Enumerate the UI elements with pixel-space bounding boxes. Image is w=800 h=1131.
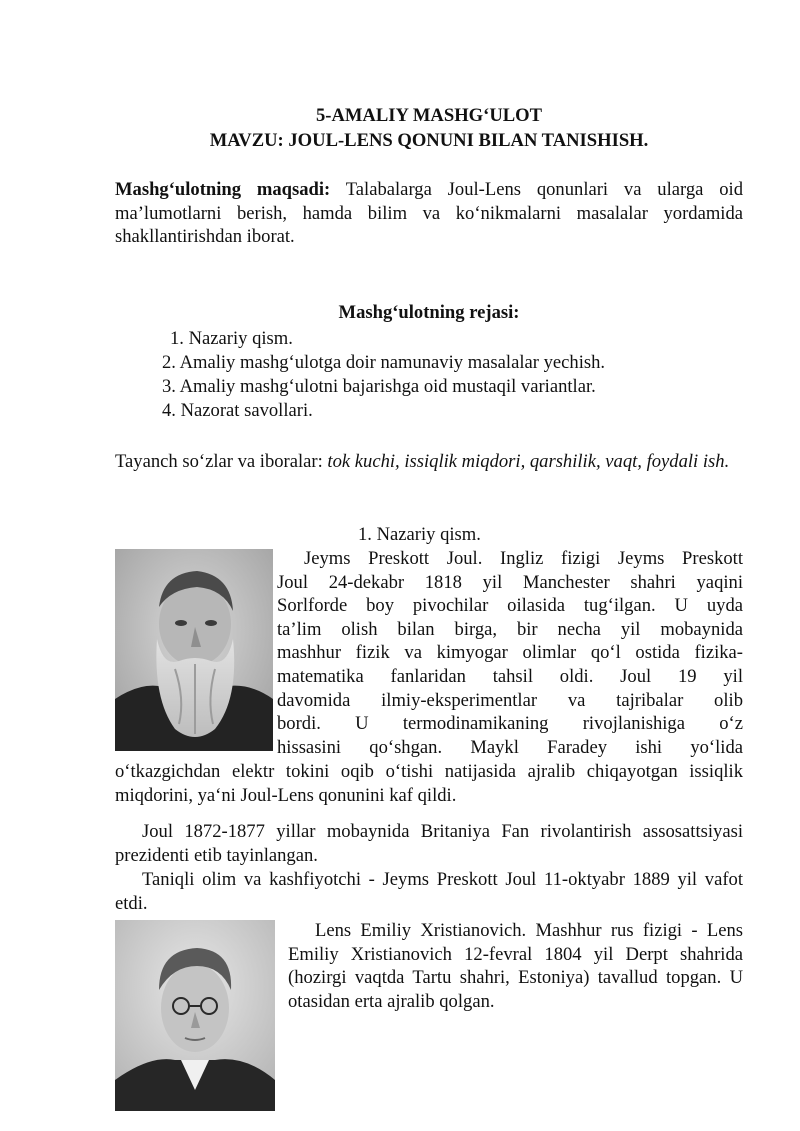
joule-presidency-paragraph: Joul 1872-1877 yillar mobaynida Britaniya Fan rivolantirish assosattsiyasi prezidenti etib tayinlangan. (115, 821, 743, 866)
joule-line-9: hissasini qo‘shgan. Maykl Faradey ishi yo‘lida (277, 736, 743, 758)
goal-text: Talabalarga Joul-Lens qonunlari va ularga oid ma’lumotlarni berish, hamda bilim va ko‘nikmalarni masalalar yordamida shakllantirishdan iborat. (115, 179, 744, 248)
lenz-bio-paragraph: Lens Emiliy Xristianovich. Mashhur rus fizigi - Lens Emiliy Xristianovich 12-fevral 1804 yil Derpt shahrida (hozirgi vaqtda Tartu shahri, Estoniya) tavallud topgan. U otasidan erta ajralib qolgan. (288, 920, 743, 1012)
goal-paragraph (115, 178, 743, 249)
goal-label: Mashg‘ulotning maqsadi: (115, 179, 331, 200)
joule-line-3: Sorlforde boy pivochilar oilasida tug‘ilgan. U uyda (277, 595, 743, 617)
joule-line-2: Joul 24-dekabr 1818 yil Manchester shahri yaqini (277, 571, 743, 593)
topic-title: MAVZU: JOUL-LENS QONUNI BILAN TANISHISH. (209, 130, 649, 151)
lenz-portrait (115, 920, 275, 1111)
keywords-label: Tayanch so‘zlar va iboralar: (115, 451, 328, 472)
joule-line-8: bordi. U termodinamikaning rivojlanishiga o‘z (277, 713, 743, 735)
plan-title: Mashg‘ulotning rejasi: (338, 302, 520, 323)
joule-line-5: mashhur fizik va kimyogar olimlar qo‘l ostida fizika- (277, 642, 743, 664)
practice-number-title: 5-AMALIY MASHG‘ULOT (315, 105, 543, 126)
section-title: 1. Nazariy qism. (358, 524, 481, 545)
plan-item-1: 1. Nazariy qism. (170, 328, 293, 349)
keywords-paragraph (115, 450, 743, 474)
lenz-portrait-image (115, 920, 275, 1111)
joule-line-1: Jeyms Preskott Joul. Ingliz fizigi Jeyms Preskott (304, 548, 743, 569)
joule-line-4: ta’lim olish bilan birga, bir necha yil mobaynida (277, 618, 743, 640)
plan-item-4: 4. Nazorat savollari. (162, 400, 313, 421)
joule-bio-wrapped (277, 547, 743, 759)
plan-item-2: 2. Amaliy mashg‘ulotga doir namunaviy masalalar yechish. (162, 352, 606, 373)
keywords-terms: tok kuchi, issiqlik miqdori, qarshilik, vaqt, foydali ish. (327, 451, 730, 472)
joule-portrait-image (115, 549, 273, 751)
joule-bio-continued: o‘tkazgichdan elektr tokini oqib o‘tishi natijasida ajralib chiqayotgan issiqlik miqdorini, ya‘ni Joul-Lens qonunini kaf qildi. (115, 761, 743, 806)
joule-death-paragraph: Taniqli olim va kashfiyotchi - Jeyms Preskott Joul 11-oktyabr 1889 yil vafot etdi. (115, 869, 743, 914)
joule-line-6: matematika fanlaridan tahsil oldi. Joul 19 yil (277, 665, 743, 687)
plan-item-3: 3. Amaliy mashg‘ulotni bajarishga oid mustaqil variantlar. (162, 376, 596, 397)
joule-portrait (115, 549, 273, 751)
joule-line-7: davomida ilmiy-eksperimentlar va tajribalar olib (277, 689, 743, 711)
